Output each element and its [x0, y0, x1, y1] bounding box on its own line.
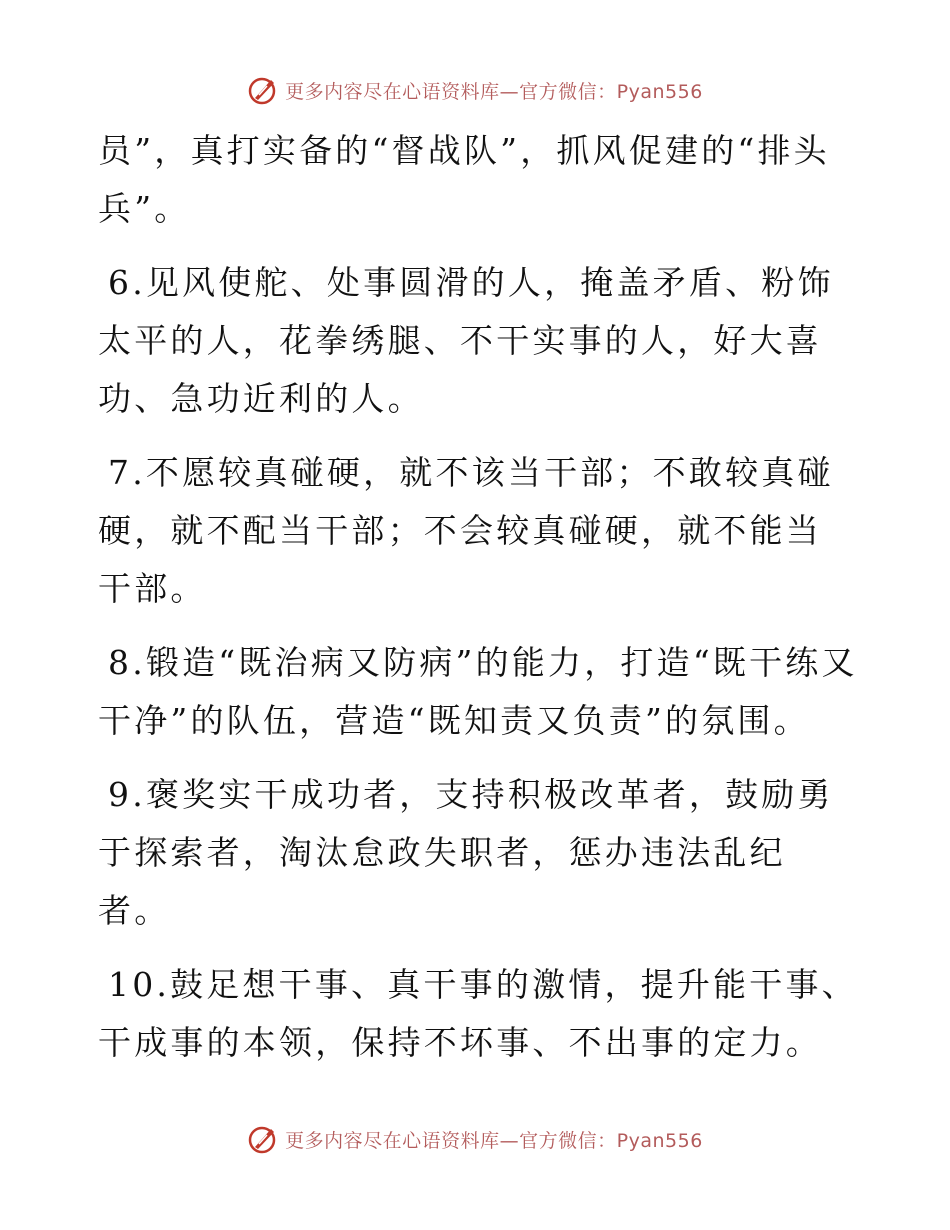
paragraph-item-7: 7.不愿较真碰硬，就不该当干部；不敢较真碰硬，就不配当干部；不会较真碰硬，就不能当干部。: [98, 453, 834, 608]
paragraph-item-8: 8.锻造“既治病又防病”的能力，打造“既干练又干净”的队伍，营造“既知责又负责”的氛围。: [98, 643, 858, 740]
quill-logo-icon: [247, 1123, 279, 1155]
document-body: [98, 122, 858, 1088]
paragraph-item-9: 9.褒奖实干成功者，支持积极改革者，鼓励勇于探索者，淘汰怠政失职者，惩办违法乱纪者。: [98, 775, 834, 930]
paragraph-item-10: 10.鼓足想干事、真干事的激情，提升能干事、干成事的本领，保持不坏事、不出事的定力。: [98, 965, 858, 1062]
header-banner-text: 更多内容尽在心语资料库—官方微信：Pyan556: [285, 80, 703, 103]
paragraph-continuation: 员”，真打实备的“督战队”，抓风促建的“排头兵”。: [98, 131, 830, 228]
footer-banner-text: 更多内容尽在心语资料库—官方微信：Pyan556: [285, 1129, 703, 1152]
quill-logo-icon: [247, 74, 279, 106]
paragraph-item-6: 6.见风使舵、处事圆滑的人，掩盖矛盾、粉饰太平的人，花拳绣腿、不干实事的人，好大喜功、急功近利的人。: [98, 263, 834, 418]
header-banner: [0, 72, 950, 108]
footer-banner: [0, 1121, 950, 1157]
